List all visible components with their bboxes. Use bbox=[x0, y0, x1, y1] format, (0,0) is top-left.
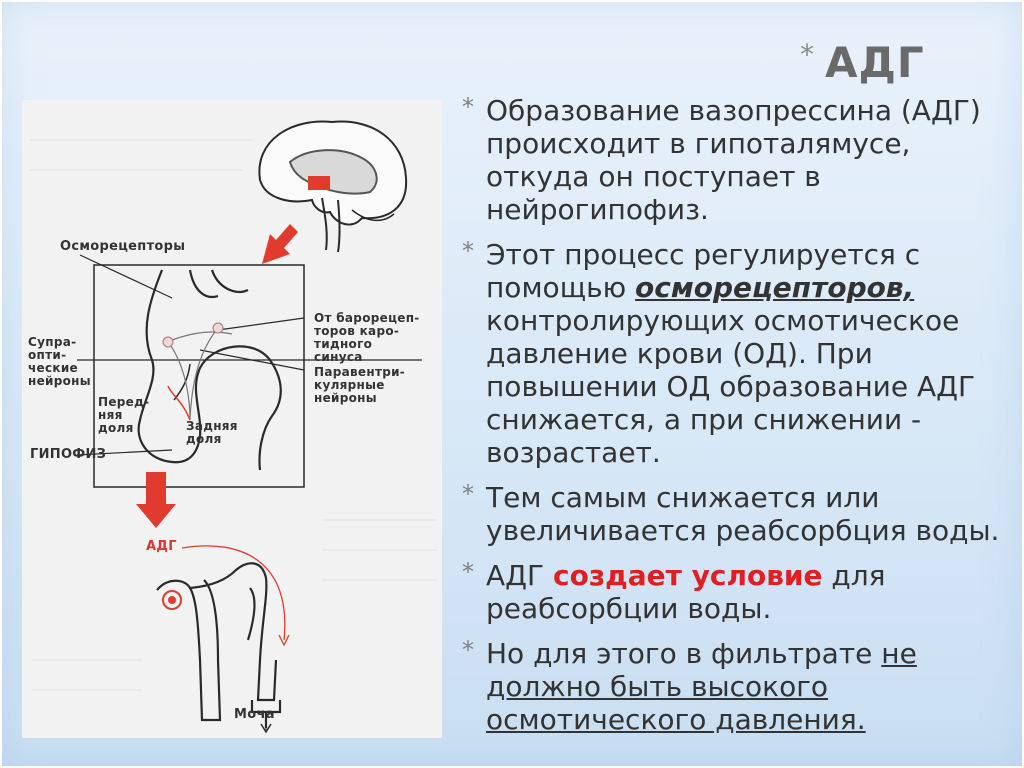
paraventricular-neuron bbox=[213, 323, 223, 333]
brain-illustration bbox=[259, 122, 406, 252]
bullet-star-icon: * bbox=[462, 558, 474, 586]
bullet-star-icon: * bbox=[462, 93, 474, 121]
bullet-text: Этот процесс регулируется с помощью bbox=[486, 238, 921, 304]
label-anterior-lobe: Перед- няя доля bbox=[98, 395, 150, 435]
label-paraventricular: Паравентри- кулярные нейроны bbox=[314, 365, 406, 405]
detail-box bbox=[94, 265, 304, 487]
bullet-adh-condition bbox=[460, 559, 1016, 625]
label-baroreceptors: От барорецеп- торов каро- тидного синуса bbox=[314, 311, 420, 364]
adh-diagram bbox=[22, 100, 442, 738]
hypothalamus-highlight bbox=[308, 176, 330, 190]
title-star-icon: * bbox=[800, 38, 815, 71]
bullet-list bbox=[460, 94, 1016, 748]
supraoptic-neuron bbox=[163, 337, 173, 347]
bullet-text: Но для этого в фильтрате bbox=[486, 637, 882, 670]
title-text: АДГ bbox=[825, 38, 925, 87]
slide-title bbox=[800, 38, 925, 87]
bullet-star-icon: * bbox=[462, 636, 474, 664]
bullet-star-icon: * bbox=[462, 237, 474, 265]
osmoreceptors-link[interactable]: осморецепторов, bbox=[635, 271, 915, 304]
adh-release-path bbox=[168, 386, 190, 420]
bullet-text: Тем самым снижается или увеличивается реабсорбция воды. bbox=[486, 481, 1000, 547]
label-osmoreceptors: Осморецепторы bbox=[60, 239, 186, 254]
label-adh: АДГ bbox=[146, 539, 177, 554]
red-arrow-down-icon bbox=[262, 224, 298, 264]
label-hypophysis: ГИПОФИЗ bbox=[30, 447, 107, 462]
label-posterior-lobe: Задняя доля bbox=[186, 419, 238, 446]
bullet-osmotic-pressure bbox=[460, 637, 1016, 736]
background-lines bbox=[30, 140, 437, 690]
bullet-text: АДГ bbox=[486, 559, 554, 592]
bullet-reabsorption-change bbox=[460, 481, 1016, 547]
bullet-text: для реабсорбции воды. bbox=[486, 559, 886, 625]
bullet-text: Образование вазопрессина (АДГ) происходит в гипоталямусе, откуда он поступает в нейрогипофиз. bbox=[486, 94, 981, 226]
nephron-illustration bbox=[157, 563, 280, 728]
highlight-text: создает условие bbox=[553, 559, 823, 592]
bullet-text: контролирующих осмотическое давление крови (ОД). При повышении ОД образование АДГ снижается, а при снижении - возрастает. bbox=[486, 304, 976, 469]
underlined-text: не должно быть высокого осмотического давления. bbox=[486, 637, 917, 736]
label-supraoptic: Супра- опти- ческие нейроны bbox=[28, 335, 91, 388]
bullet-vasopressin-formation bbox=[460, 94, 1016, 226]
label-urine: Моча bbox=[234, 707, 275, 722]
bullet-osmoreceptor-regulation bbox=[460, 238, 1016, 469]
red-arrow-adh-icon bbox=[136, 472, 176, 528]
neuron-fibers bbox=[168, 328, 232, 420]
bullet-star-icon: * bbox=[462, 480, 474, 508]
